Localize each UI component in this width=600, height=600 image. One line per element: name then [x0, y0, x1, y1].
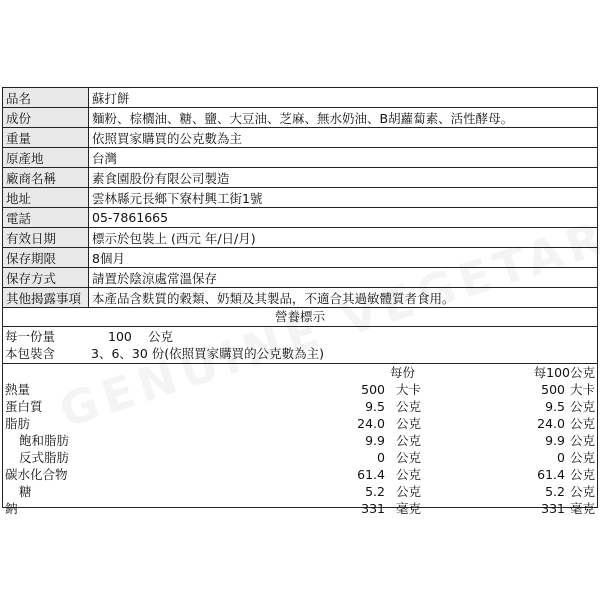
nutrient-name: 飽和脂肪	[19, 433, 70, 448]
per-100g-value: 9.9	[545, 433, 565, 448]
nutrient-row	[3, 381, 597, 398]
per-100g-value: 9.5	[545, 399, 565, 414]
nutrient-name: 熱量	[5, 382, 31, 397]
row-value: 依照買家購買的公克數為主	[89, 128, 598, 148]
per-100g-value: 500	[541, 382, 565, 397]
per-serving-value: 331	[361, 501, 385, 516]
per-100g-unit: 公克	[569, 433, 595, 448]
table-row	[3, 288, 598, 308]
serving-size-line	[3, 328, 597, 345]
product-info-sheet	[2, 87, 598, 516]
table-row	[3, 168, 598, 188]
serving-value: 100	[108, 329, 132, 344]
row-value: 台灣	[89, 148, 598, 168]
per-serving-unit: 毫克	[396, 501, 422, 516]
row-value: 請置於陰涼處常溫保存	[89, 268, 598, 288]
nutrient-row	[3, 449, 597, 466]
nutrition-panel	[2, 327, 598, 516]
row-label: 廠商名稱	[3, 168, 89, 188]
table-row	[3, 268, 598, 288]
per-serving-value: 5.2	[365, 484, 385, 499]
nutrient-row	[3, 415, 597, 432]
nutrient-name: 反式脂肪	[19, 450, 70, 465]
table-row	[3, 128, 598, 148]
row-value: 8個月	[89, 248, 598, 268]
per-100g-unit: 公克	[569, 416, 595, 431]
row-label: 原產地	[3, 148, 89, 168]
row-value: 雲林縣元長鄉下寮村興工街1號	[89, 188, 598, 208]
row-label: 保存方式	[3, 268, 89, 288]
per-100g-unit: 公克	[569, 467, 595, 482]
nutrient-name: 蛋白質	[5, 399, 43, 414]
per-100g-value: 61.4	[537, 467, 565, 482]
row-label: 重量	[3, 128, 89, 148]
col-per-100g: 每100公克	[533, 365, 595, 380]
per-serving-unit: 公克	[396, 433, 422, 448]
table-row	[3, 208, 598, 228]
row-value: 標示於包裝上 (西元 年/日/月)	[89, 228, 598, 248]
row-label: 品名	[3, 88, 89, 108]
package-value: 3、6、30 份(依照買家購買的公克數為主)	[91, 346, 325, 361]
nutrient-row	[3, 483, 597, 500]
per-serving-value: 500	[361, 382, 385, 397]
table-row	[3, 188, 598, 208]
per-100g-value: 5.2	[545, 484, 565, 499]
row-label: 有效日期	[3, 228, 89, 248]
nutrient-name: 碳水化合物	[5, 467, 68, 482]
row-label: 電話	[3, 208, 89, 228]
per-100g-unit: 公克	[569, 484, 595, 499]
table-row	[3, 88, 598, 108]
per-100g-value: 24.0	[537, 416, 565, 431]
nutrient-name: 糖	[19, 484, 32, 499]
row-value: 麵粉、棕櫚油、糖、鹽、大豆油、芝麻、無水奶油、B胡蘿蔔素、活性酵母。	[89, 108, 598, 128]
per-serving-value: 0	[377, 450, 385, 465]
nutrient-row	[3, 398, 597, 415]
row-value: 素食園股份有限公司製造	[89, 168, 598, 188]
package-servings-line	[3, 345, 597, 362]
row-label: 地址	[3, 188, 89, 208]
nutrition-title: 營養標示	[2, 308, 598, 327]
package-label: 本包裝含	[5, 346, 56, 361]
per-100g-value: 0	[557, 450, 565, 465]
nutrient-row	[3, 500, 597, 516]
per-serving-value: 61.4	[357, 467, 385, 482]
row-label: 成份	[3, 108, 89, 128]
per-serving-unit: 公克	[396, 416, 422, 431]
per-100g-unit: 大卡	[569, 382, 595, 397]
per-100g-unit: 毫克	[569, 501, 595, 516]
per-100g-unit: 公克	[569, 399, 595, 414]
per-serving-value: 24.0	[357, 416, 385, 431]
nutrient-row	[3, 432, 597, 449]
table-row	[3, 108, 598, 128]
serving-label: 每一份量	[5, 329, 56, 344]
row-label: 其他揭露事項	[3, 288, 89, 308]
col-per-serving: 每份	[389, 365, 415, 380]
serving-unit: 公克	[148, 329, 174, 344]
per-serving-unit: 公克	[396, 450, 422, 465]
row-label: 保存期限	[3, 248, 89, 268]
table-row	[3, 248, 598, 268]
per-serving-unit: 大卡	[396, 382, 422, 397]
table-row	[3, 228, 598, 248]
nutrient-name: 鈉	[5, 501, 18, 516]
column-header-line	[3, 364, 597, 381]
per-serving-unit: 公克	[396, 484, 422, 499]
row-value: 05-7861665	[89, 208, 598, 228]
row-value: 蘇打餅	[89, 88, 598, 108]
row-value: 本產品含麩質的穀類、奶類及其製品，不適合其過敏體質者食用。	[89, 288, 598, 308]
per-100g-value: 331	[541, 501, 565, 516]
per-serving-unit: 公克	[396, 399, 422, 414]
per-serving-value: 9.5	[365, 399, 385, 414]
product-spec-table	[2, 87, 598, 308]
nutrient-row	[3, 466, 597, 483]
per-serving-value: 9.9	[365, 433, 385, 448]
per-100g-unit: 公克	[569, 450, 595, 465]
table-row	[3, 148, 598, 168]
per-serving-unit: 公克	[396, 467, 422, 482]
nutrient-name: 脂肪	[5, 416, 31, 431]
